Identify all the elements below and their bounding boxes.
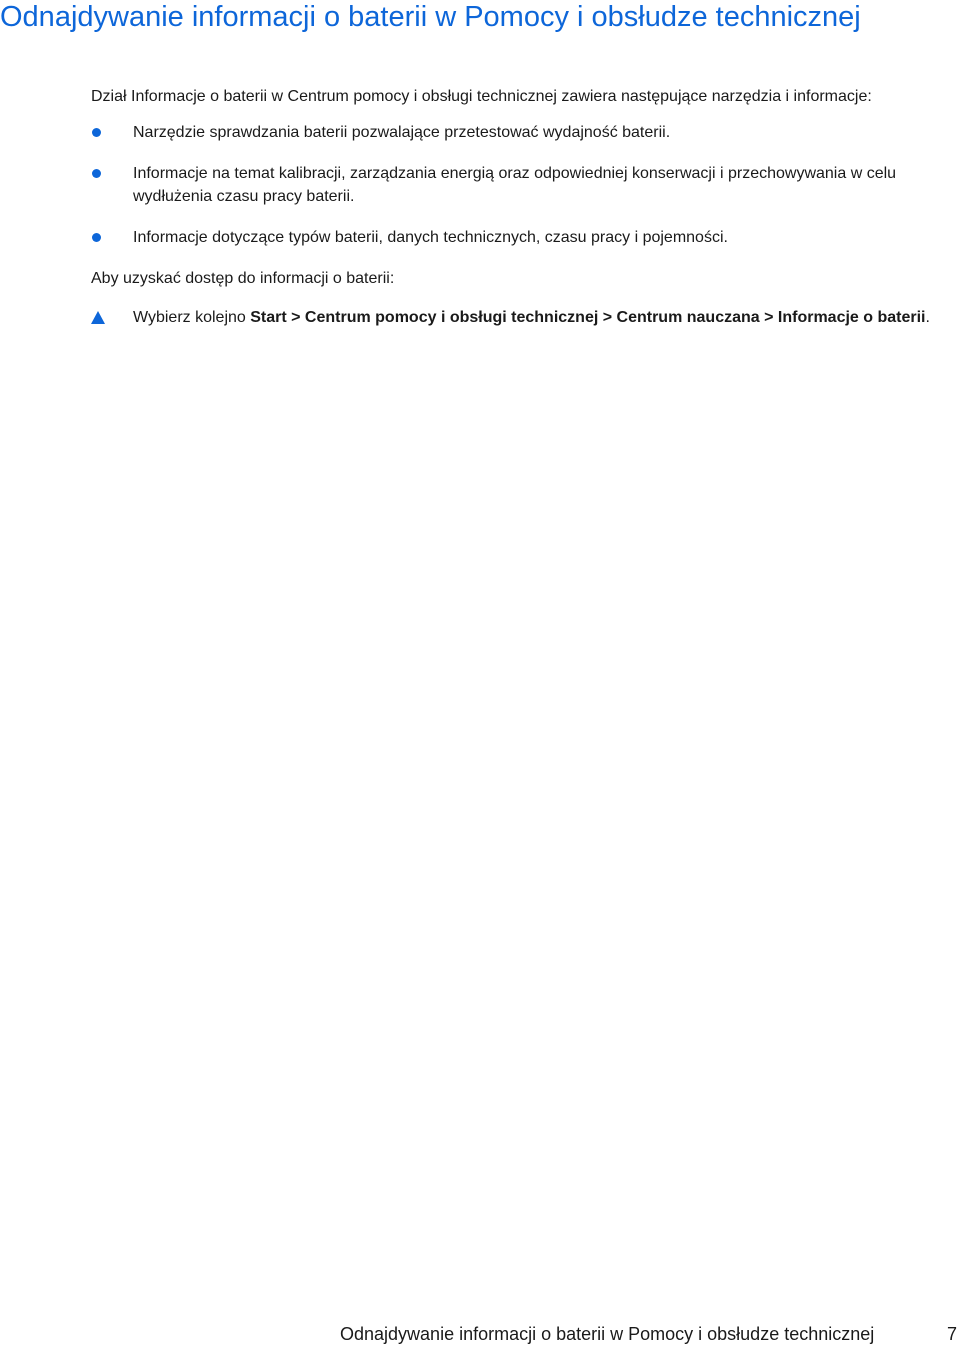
page-footer [340,1322,960,1346]
main-content [91,85,953,329]
step-prefix: Wybierz kolejno [133,309,251,326]
footer-title: Odnajdywanie informacji o baterii w Pomocy i obsłudze technicznej [340,1324,875,1344]
bullet-dot-icon [92,169,101,178]
menu-path: Start > Centrum pomocy i obsługi technicznej > Centrum nauczana > Informacje o baterii [250,309,926,326]
list-item [91,162,953,208]
access-instructions: Aby uzyskać dostęp do informacji o baterii: [91,270,395,287]
bullet-dot-icon [92,233,101,242]
list-item [91,121,953,144]
step-item [91,306,953,329]
page-title: Odnajdywanie informacji o baterii w Pomocy i obsłudze technicznej [0,1,861,33]
page-number: 7 [946,1324,957,1344]
step-suffix: . [925,309,930,326]
list-item-text: Narzędzie sprawdzania baterii pozwalające przetestować wydajność baterii. [133,124,671,141]
list-item-text: Informacje dotyczące typów baterii, danych technicznych, czasu pracy i pojemności. [133,229,728,246]
feature-list [91,121,953,249]
bullet-dot-icon [92,128,101,137]
intro-paragraph: Dział Informacje o baterii w Centrum pomocy i obsługi technicznej zawiera następujące narzędzia i informacje: [91,88,872,105]
list-item-text: Informacje na temat kalibracji, zarządzania energią oraz odpowiedniej konserwacji i przechowywania w celu wydłużenia czasu pracy baterii. [133,165,897,205]
triangle-arrow-icon [91,311,105,324]
list-item [91,226,953,249]
